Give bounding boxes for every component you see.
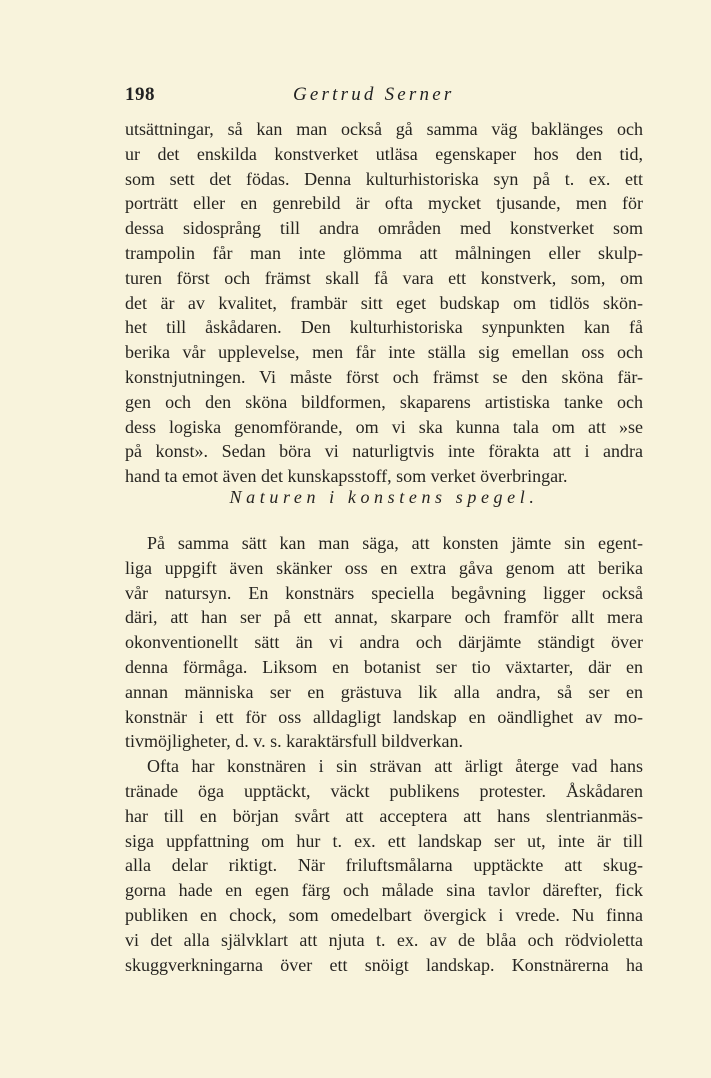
text-line: gen och den sköna bildformen, skaparens artistiska tanke och	[125, 391, 643, 412]
paragraph-1	[125, 117, 643, 489]
text-line: Ofta har konstnären i sin strävan att ärligt återge vad hans	[147, 756, 643, 777]
section-title: Naturen i konstens spegel.	[229, 487, 539, 507]
text-line: skuggverkningarna över ett snöigt landskap. Konstnärerna ha	[125, 954, 643, 975]
text-line: alla delar riktigt. När friluftsmålarna upptäckte att skug-	[125, 855, 643, 876]
text-line: trampolin får man inte glömma att målningen eller skulp-	[125, 242, 643, 263]
text-line: på konst». Sedan böra vi naturligtvis inte förakta att i andra	[125, 441, 643, 462]
text-line: het till åskådaren. Den kulturhistoriska synpunkten kan få	[125, 317, 643, 338]
page-header	[125, 84, 645, 110]
page-number: 198	[125, 84, 155, 105]
text-line: publiken en chock, som omedelbart övergick i vrede. Nu finna	[125, 904, 643, 925]
text-line: tränade öga upptäckt, väckt publikens protester. Åskådaren	[125, 780, 643, 801]
text-line: berika vår upplevelse, men får inte ställa sig emellan oss och	[125, 342, 643, 363]
text-line: okonventionellt sätt än vi andra och därjämte ständigt över	[125, 632, 643, 653]
text-line: ur det enskilda konstverket utläsa egenskaper hos den tid,	[125, 143, 643, 164]
text-line: porträtt eller en genrebild är ofta mycket tjusande, men för	[125, 193, 643, 214]
paragraph-2	[125, 531, 643, 977]
text-line: vi det alla självklart att njuta t. ex. av de blåa och rödvioletta	[125, 929, 643, 950]
text-line: dessa sidosprång till andra områden med konstverket som	[125, 218, 643, 239]
text-line: På samma sätt kan man säga, att konsten jämte sin egent-	[147, 533, 643, 553]
text-line: däri, att han ser på ett annat, skarpare och framför allt mera	[125, 607, 643, 628]
text-line: konstnjutningen. Vi måste först och främst se den sköna fär-	[125, 366, 643, 387]
text-line: gorna hade en egen färg och målade sina tavlor därefter, fick	[125, 880, 643, 901]
text-line: turen först och främst skall få vara ett konstverk, som, om	[125, 267, 643, 288]
running-head: Gertrud Serner	[293, 84, 455, 105]
text-line: siga uppfattning om hur t. ex. ett landskap ser ut, inte är till	[125, 830, 643, 851]
text-line: som sett det födas. Denna kulturhistoriska syn på t. ex. ett	[125, 168, 643, 189]
text-line: konstnär i ett för oss alldagligt landskap en oändlighet av mo-	[125, 706, 643, 727]
text-line: tivmöjligheter, d. v. s. karaktärsfull bildverkan.	[125, 731, 464, 752]
text-line: vår natursyn. En konstnärs speciella begåvning ligger också	[125, 582, 643, 603]
text-line: hand ta emot även det kunskapsstoff, som verket överbringar.	[125, 466, 568, 487]
text-line: det är av kvalitet, frambär sitt eget budskap om tidlös skön-	[125, 292, 643, 313]
text-line: dess logiska genomförande, om vi ska kunna tala om att »se	[125, 416, 643, 437]
text-line: liga uppgift även skänker oss en extra gåva genom att berika	[125, 557, 643, 578]
text-line: utsättningar, så kan man också gå samma väg baklänges och	[125, 119, 643, 139]
text-line: annan människa ser en grästuva lik alla andra, så ser en	[125, 681, 643, 702]
text-line: denna förmåga. Liksom en botanist ser tio växtarter, där en	[125, 656, 643, 677]
text-line: har till en början svårt att acceptera att hans slentrianmäs-	[125, 805, 643, 826]
